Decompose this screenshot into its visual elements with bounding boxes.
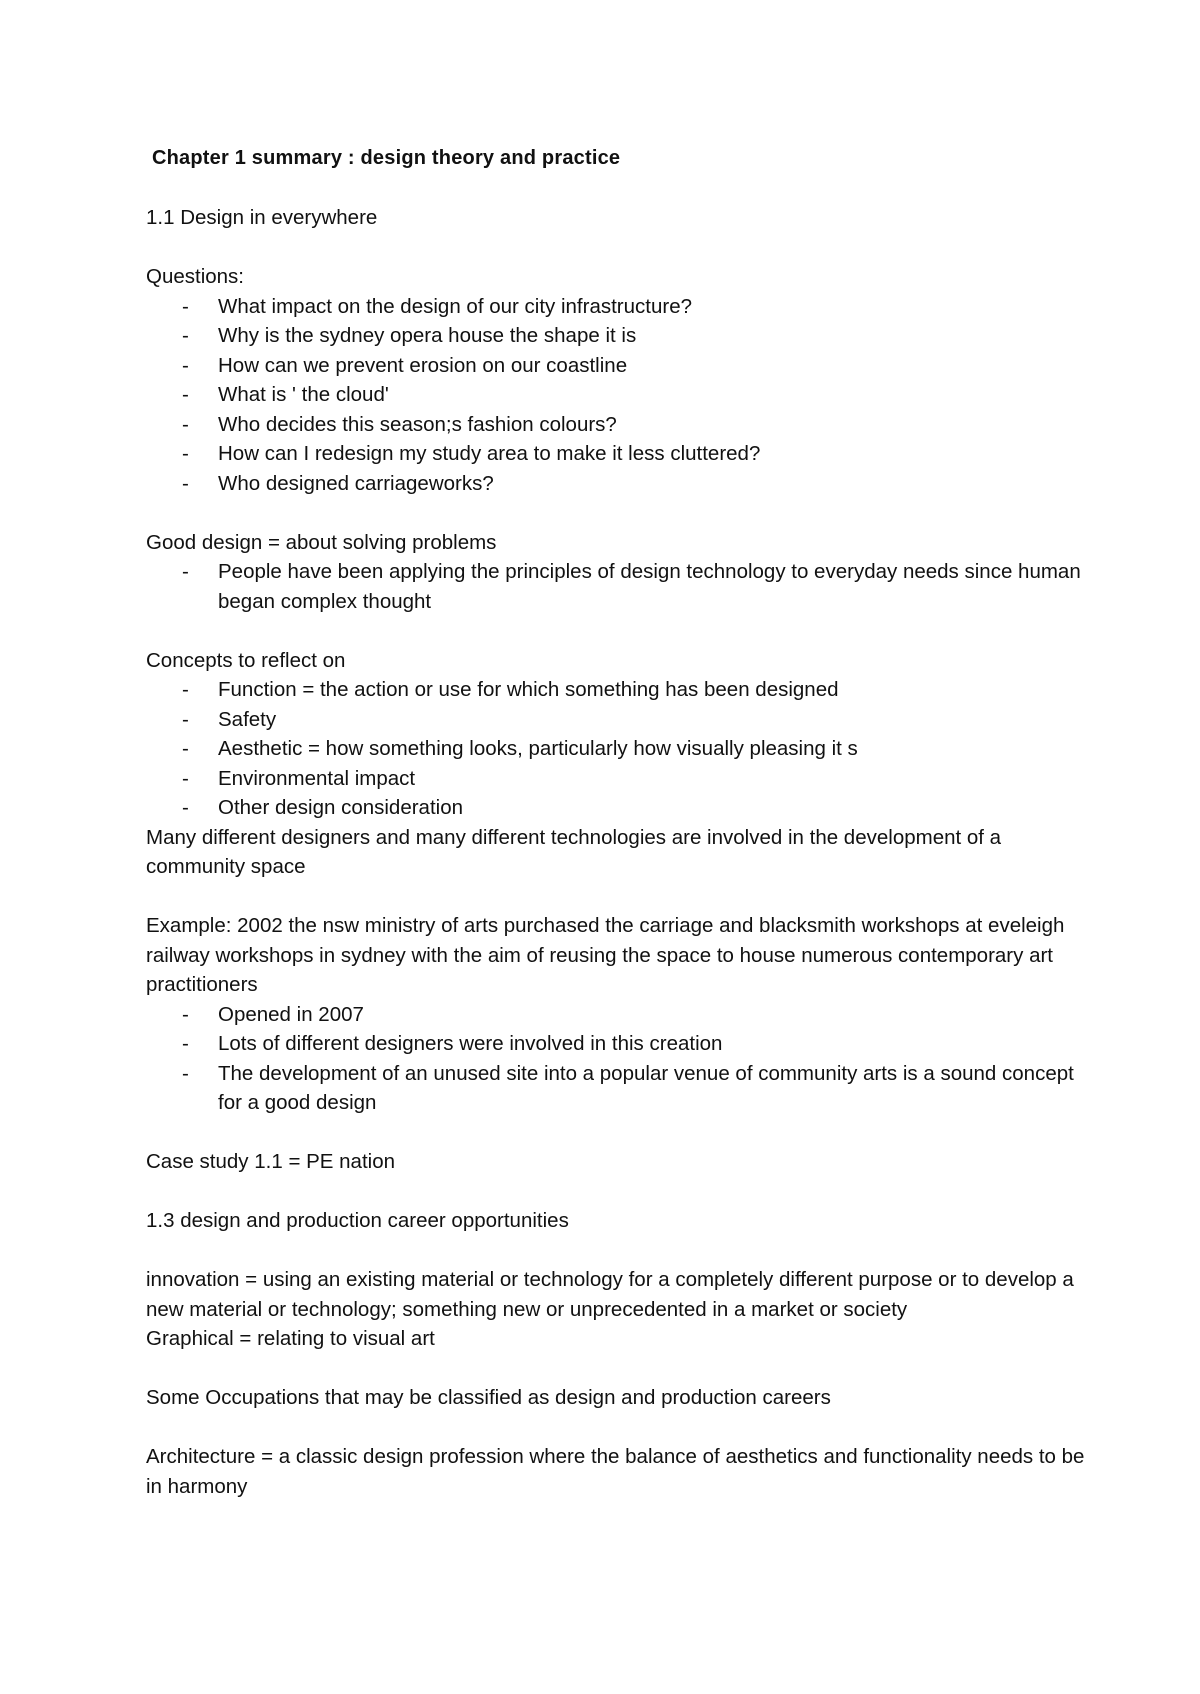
question-text: What is ' the cloud' <box>218 383 389 406</box>
example-paragraph: Example: 2002 the nsw ministry of arts purchased the carriage and blacksmith workshops at eveleigh railway workshops in sydney with the aim of reusing the space to house numerous contemporary art practitioners <box>146 914 1065 996</box>
spacer <box>146 1118 1086 1148</box>
occupations-line: Some Occupations that may be classified as design and production careers <box>146 1386 831 1409</box>
graphical-definition: Graphical = relating to visual art <box>146 1327 435 1350</box>
list-item <box>146 734 1086 764</box>
dash-bullet: - <box>182 383 189 406</box>
document-content <box>146 144 1086 1501</box>
list-item <box>146 469 1086 499</box>
spacer <box>146 1236 1086 1266</box>
question-text: Who designed carriageworks? <box>218 471 494 495</box>
question-text: Why is the sydney opera house the shape it is <box>218 324 637 347</box>
dash-bullet: - <box>182 324 189 347</box>
spacer <box>146 1354 1086 1384</box>
dash-bullet: - <box>182 796 189 819</box>
dash-bullet: - <box>182 412 189 436</box>
concept-text: Aesthetic = how something looks, particularly how visually pleasing it s <box>218 737 858 760</box>
dash-bullet: - <box>182 1002 189 1026</box>
innovation-definition: innovation = using an existing material or technology for a completely different purpose or to develop a new material or technology; something new or unprecedented in a market or society <box>146 1268 1074 1321</box>
good-design-heading: Good design = about solving problems <box>146 530 497 554</box>
list-item <box>146 351 1086 381</box>
dash-bullet: - <box>182 1061 189 1085</box>
question-text: How can we prevent erosion on our coastline <box>218 353 628 377</box>
example-list <box>146 1000 1086 1118</box>
case-study-line: Case study 1.1 = PE nation <box>146 1150 396 1173</box>
spacer <box>146 882 1086 912</box>
list-item <box>146 1059 1086 1118</box>
dash-bullet: - <box>182 737 189 760</box>
questions-label: Questions: <box>146 265 244 288</box>
list-item <box>146 292 1086 322</box>
list-item <box>146 1029 1086 1059</box>
list-item <box>146 380 1086 410</box>
dash-bullet: - <box>182 678 189 701</box>
spacer <box>146 1413 1086 1443</box>
good-design-point: People have been applying the principles of design technology to everyday needs since human began complex thought <box>218 560 1081 613</box>
example-point: Lots of different designers were involved in this creation <box>218 1032 723 1055</box>
example-point: Opened in 2007 <box>218 1002 364 1026</box>
concept-text: Other design consideration <box>218 796 464 819</box>
concept-text: Safety <box>218 707 277 731</box>
list-item <box>146 764 1086 794</box>
dash-bullet: - <box>182 766 189 790</box>
list-item <box>146 1000 1086 1030</box>
dash-bullet: - <box>182 1032 189 1055</box>
example-point: The development of an unused site into a popular venue of community arts is a sound concept for a good design <box>218 1061 1074 1114</box>
community-space-paragraph: Many different designers and many different technologies are involved in the development of a community space <box>146 825 1002 878</box>
page-title: Chapter 1 summary : design theory and practice <box>152 147 621 169</box>
question-text: What impact on the design of our city infrastructure? <box>218 294 693 318</box>
questions-list <box>146 292 1086 499</box>
architecture-definition: Architecture = a classic design profession where the balance of aesthetics and functionality needs to be in harmony <box>146 1445 1085 1498</box>
dash-bullet: - <box>182 471 189 495</box>
dash-bullet: - <box>182 353 189 377</box>
dash-bullet: - <box>182 294 189 318</box>
dash-bullet: - <box>182 442 189 465</box>
spacer <box>146 616 1086 646</box>
list-item <box>146 321 1086 351</box>
list-item <box>146 793 1086 823</box>
spacer <box>146 498 1086 528</box>
question-text: Who decides this season;s fashion colours? <box>218 412 617 436</box>
spacer <box>146 1177 1086 1207</box>
section-heading-1-3: 1.3 design and production career opportunities <box>146 1209 569 1232</box>
concept-text: Environmental impact <box>218 766 416 790</box>
list-item <box>146 675 1086 705</box>
question-text: How can I redesign my study area to make it less cluttered? <box>218 442 761 465</box>
section-heading-1-1: 1.1 Design in everywhere <box>146 206 378 229</box>
list-item <box>146 557 1086 616</box>
concepts-label: Concepts to reflect on <box>146 648 346 672</box>
dash-bullet: - <box>182 560 189 583</box>
list-item <box>146 410 1086 440</box>
list-item <box>146 439 1086 469</box>
spacer <box>146 233 1086 263</box>
concept-text: Function = the action or use for which something has been designed <box>218 678 839 701</box>
list-item <box>146 705 1086 735</box>
dash-bullet: - <box>182 707 189 731</box>
good-design-list <box>146 557 1086 616</box>
concepts-list <box>146 675 1086 823</box>
